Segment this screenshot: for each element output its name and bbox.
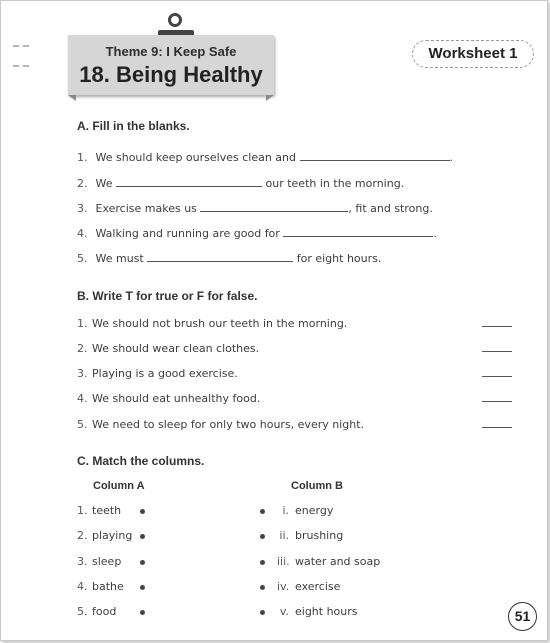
match-dot[interactable] (260, 610, 265, 615)
margin-dash (13, 45, 29, 47)
column-a-title: Column A (93, 480, 145, 492)
column-b-item: iv. exercise (277, 580, 341, 593)
answer-blank[interactable] (116, 185, 262, 187)
tf-item: 2. We should wear clean clothes. (77, 342, 260, 355)
section-c-heading: C. Match the columns. (77, 454, 205, 468)
match-dot[interactable] (140, 509, 145, 514)
tf-item: 4. We should eat unhealthy food. (77, 392, 261, 405)
tf-answer-line[interactable] (482, 351, 512, 352)
column-b-item: v. eight hours (279, 605, 358, 618)
column-a-item: 5. food (77, 605, 117, 618)
tf-item: 3. Playing is a good exercise. (77, 367, 238, 380)
tf-answer-line[interactable] (482, 326, 512, 327)
match-dot[interactable] (260, 534, 265, 539)
fill-item: 3. Exercise makes us , fit and strong. (77, 202, 433, 215)
fill-item: 1. We should keep ourselves clean and . (77, 151, 453, 164)
match-dot[interactable] (260, 585, 265, 590)
fill-item: 4. Walking and running are good for . (77, 227, 437, 240)
match-dot[interactable] (140, 585, 145, 590)
chapter-title: 18. Being Healthy (79, 62, 263, 87)
tf-item: 5. We need to sleep for only two hours, every night. (77, 418, 365, 431)
answer-blank[interactable] (200, 210, 348, 212)
fill-item: 2. We our teeth in the morning. (77, 177, 405, 190)
column-a-item: 3. sleep (77, 555, 122, 568)
column-b-item: i. energy (282, 504, 334, 517)
column-a-item: 2. playing (77, 529, 133, 542)
match-dot[interactable] (140, 610, 145, 615)
fill-item: 5. We must for eight hours. (77, 252, 382, 265)
column-b-title: Column B (291, 480, 343, 492)
page-number: 51 (508, 602, 537, 631)
section-b-heading: B. Write T for true or F for false. (77, 289, 258, 303)
tf-answer-line[interactable] (482, 376, 512, 377)
worksheet-badge: Worksheet 1 (412, 40, 534, 68)
theme-label: Theme 9: I Keep Safe (105, 44, 237, 59)
column-b-item: ii. brushing (279, 529, 344, 542)
match-dot[interactable] (260, 509, 265, 514)
match-dot[interactable] (140, 534, 145, 539)
answer-blank[interactable] (283, 235, 433, 237)
match-dot[interactable] (140, 560, 145, 565)
column-a-item: 4. bathe (77, 580, 124, 593)
match-dot[interactable] (260, 560, 265, 565)
title-banner (68, 35, 274, 95)
tf-answer-line[interactable] (482, 401, 512, 402)
margin-dash (13, 65, 29, 67)
column-a-item: 1. teeth (77, 504, 122, 517)
tf-item: 1. We should not brush our teeth in the morning. (77, 317, 348, 330)
section-a-heading: A. Fill in the blanks. (77, 119, 190, 133)
answer-blank[interactable] (147, 260, 293, 262)
answer-blank[interactable] (300, 159, 450, 161)
column-b-item: iii. water and soap (277, 555, 381, 568)
tf-answer-line[interactable] (482, 427, 512, 428)
